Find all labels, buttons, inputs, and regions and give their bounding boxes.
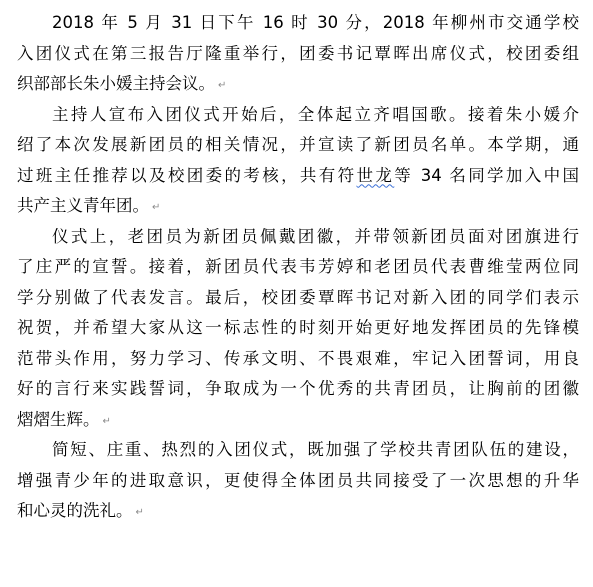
text-line: 过班主任推荐以及校团委的考核，共有符世龙等 34 名同学加入中国 (17, 165, 579, 185)
text-line: 2018 年 5 月 31 日下午 16 时 30 分，2018 年柳州市交通学校 (52, 13, 579, 32)
text-line: 和心灵的洗礼。 ↵ (17, 501, 144, 520)
text-line: 仪式上，老团员为新团员佩戴团徽，并带领新团员面对团旗进行 (52, 226, 579, 246)
text-line: 简短、庄重、热烈的入团仪式，既加强了学校共青团队伍的建设， (52, 440, 579, 459)
text-line: 绍了本次发展新团员的相关情况，并宣读了新团员名单。本学期，通 (17, 135, 579, 154)
text-line: 熠熠生辉。 ↵ (17, 409, 111, 429)
paragraph-mark-icon: ↵ (102, 415, 111, 427)
text-line: 共产主义青年团。 ↵ (17, 196, 161, 215)
paragraph-mark-icon: ↵ (218, 80, 227, 91)
text-line: 增强青少年的进取意识，更使得全体团员共同接受了一次思想的升华 (17, 470, 579, 490)
paragraph-mark-icon: ↵ (135, 507, 144, 518)
text-line: 入团仪式在第三报告厅隆重举行，团委书记覃晖出席仪式，校团委组 (17, 43, 579, 63)
text-line: 主持人宣布入团仪式开始后，全体起立齐唱国歌。接着朱小媛介 (52, 104, 579, 124)
paragraph-mark-icon: ↵ (152, 202, 161, 213)
text-line: 了庄严的宣誓。接着，新团员代表韦芳婷和老团员代表曹维莹两位同 (17, 257, 579, 276)
paragraph (17, 435, 579, 527)
paragraph (17, 8, 579, 100)
text-line: 织部部长朱小媛主持会议。 ↵ (17, 74, 227, 93)
paragraph (17, 222, 579, 436)
text-line: 好的言行来实践誓词，争取成为一个优秀的共青团员，让胸前的团徽 (17, 379, 579, 398)
text-line: 学分别做了代表发言。最后，校团委覃晖书记对新入团的同学们表示 (17, 287, 579, 307)
paragraph (17, 100, 579, 222)
text-line: 范带头作用，努力学习、传承文明、不畏艰难，牢记入团誓词，用良 (17, 348, 579, 368)
spellcheck-flagged-word[interactable]: 世龙 (356, 165, 395, 185)
text-line: 祝贺，并希望大家从这一标志性的时刻开始更好地发挥团员的先锋模 (17, 318, 579, 337)
